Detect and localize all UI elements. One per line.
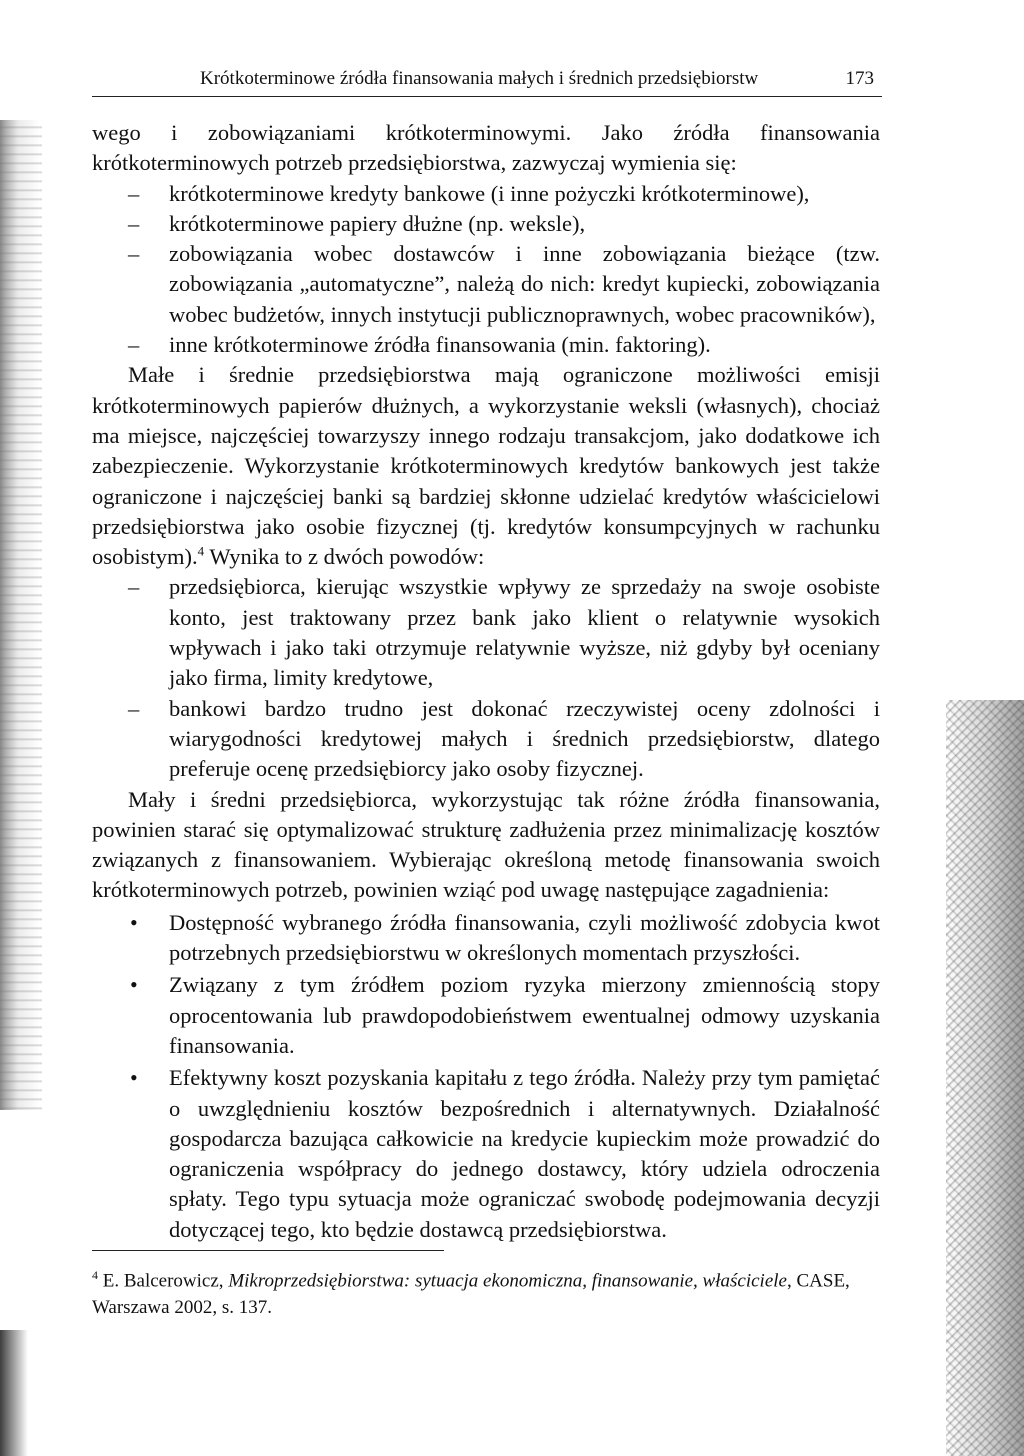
scan-edge-shadow-left-bottom	[0, 1330, 28, 1456]
dash-marker: –	[128, 210, 140, 236]
running-head-title: Krótkoterminowe źródła finansowania małych i średnich przedsiębiorstw	[200, 68, 759, 89]
list-item	[92, 1063, 880, 1245]
paragraph-text-tail: Wynika to z dwóch powodów:	[204, 544, 485, 570]
list-item	[92, 179, 880, 209]
financing-sources-list	[92, 179, 880, 361]
list-item-text: inne krótkoterminowe źródła finansowania (min. faktoring).	[169, 332, 711, 358]
list-item	[92, 908, 880, 969]
dash-marker: –	[128, 332, 140, 358]
paragraph-text: Małe i średnie przedsiębiorstwa mają ograniczone możliwości emisji krótkoterminowych papierów dłużnych, a wykorzystanie weksli (własnych), chociaż ma miejsce, najczęściej towarzyszy innego rodzaju transakcjom, jako dodatkowe ich zabezpieczenie. Wykorzystanie krótkoterminowych kredytów bankowych jest także ograniczone i najczęściej banki są bardziej skłonne udzielać kredytów właścicielowi przedsiębiorstwa jako osobie fizycznej (tj. kredytów konsumpcyjnych w rachunku osobistym).	[92, 362, 880, 570]
list-item	[92, 970, 880, 1061]
running-head	[92, 66, 882, 97]
footnote	[92, 1262, 880, 1321]
scan-edge-shadow-left	[0, 120, 42, 1110]
page-number: 173	[845, 68, 874, 89]
list-item	[92, 239, 880, 330]
bullet-marker: •	[130, 909, 138, 935]
list-item	[92, 694, 880, 785]
paragraph-small-firms	[92, 360, 880, 572]
intro-paragraph: wego i zobowiązaniami krótkoterminowymi. Jako źródła finansowania krótkoterminowych potrzeb przedsiębiorstwa, zazwyczaj wymienia się:	[92, 120, 880, 176]
dash-marker: –	[128, 180, 140, 206]
footnote-separator	[92, 1250, 444, 1251]
footnote-number: 4	[92, 1268, 98, 1282]
list-item-text: Efektywny koszt pozyskania kapitału z tego źródła. Należy przy tym pamiętać o uwzględnieniu kosztów bezpośrednich i alternatywnych. Działalność gospodarcza bazująca całkowicie na kredycie kupieckim może prowadzić do ograniczenia współpracy do jednego dostawcy, który udziela odroczenia spłaty. Tego typu sytuacja może ograniczać swobodę podejmowania decyzji dotyczącej tego, kto będzie dostawcą przedsiębiorstwa.	[169, 1065, 880, 1242]
dash-marker: –	[128, 241, 140, 267]
paragraph-entrepreneur: Mały i średni przedsiębiorca, wykorzystując tak różne źródła finansowania, powinien starać się optymalizować strukturę zadłużenia przez minimalizację kosztów związanych z finansowaniem. Wybierając określoną metodę finansowania swoich krótkoterminowych potrzeb, powinien wziąć pod uwagę następujące zagadnienia:	[92, 786, 880, 903]
list-item	[92, 572, 880, 693]
footnote-publication: , CASE, Warszawa 2002, s. 137.	[92, 1270, 850, 1319]
issues-list	[92, 908, 880, 1245]
list-item-text: zobowiązania wobec dostawców i inne zobowiązania bieżące (tzw. zobowiązania „automatyczne”, należą do nich: kredyt kupiecki, zobowiązania wobec budżetów, innych instytucji publicznoprawnych, wobec pracowników),	[169, 241, 880, 327]
footnote-author: E. Balcerowicz,	[98, 1270, 229, 1292]
list-item-text: bankowi bardzo trudno jest dokonać rzeczywistej oceny zdolności i wiarygodności kredytowej małych i średnich przedsiębiorstw, dlatego preferuje ocenę przedsiębiorcy jako osoby fizycznej.	[169, 695, 880, 782]
list-item	[92, 209, 880, 239]
bullet-marker: •	[130, 1065, 138, 1091]
dash-marker: –	[128, 574, 140, 600]
reasons-list	[92, 572, 880, 784]
scan-edge-shadow-right	[946, 700, 1024, 1456]
page-body	[92, 118, 880, 1245]
list-item-text: krótkoterminowe papiery dłużne (np. weksle),	[169, 210, 586, 236]
list-item	[92, 330, 880, 360]
list-item-text: Związany z tym źródłem poziom ryzyka mierzony zmiennością stopy oprocentowania lub prawdopodobieństwem ewentualnej odmowy uzyskania finansowania.	[169, 972, 880, 1058]
list-item-text: przedsiębiorca, kierując wszystkie wpływy ze sprzedaży na swoje osobiste konto, jest traktowany przez bank jako klient o relatywnie wysokich wpływach i jako taki otrzymuje relatywnie wyższe, niż gdyby był oceniany jako firma, limity kredytowe,	[169, 574, 880, 691]
footnote-title: Mikroprzedsiębiorstwa: sytuacja ekonomiczna, finansowanie, właściciele	[228, 1270, 787, 1292]
bullet-marker: •	[130, 972, 138, 998]
list-item-text: Dostępność wybranego źródła finansowania, czyli możliwość zdobycia kwot potrzebnych przedsiębiorstwu w określonych momentach przyszłości.	[169, 909, 880, 966]
footnote-reference: 4	[197, 543, 205, 559]
list-item-text: krótkoterminowe kredyty bankowe (i inne pożyczki krótkoterminowe),	[169, 180, 810, 206]
dash-marker: –	[128, 695, 140, 721]
